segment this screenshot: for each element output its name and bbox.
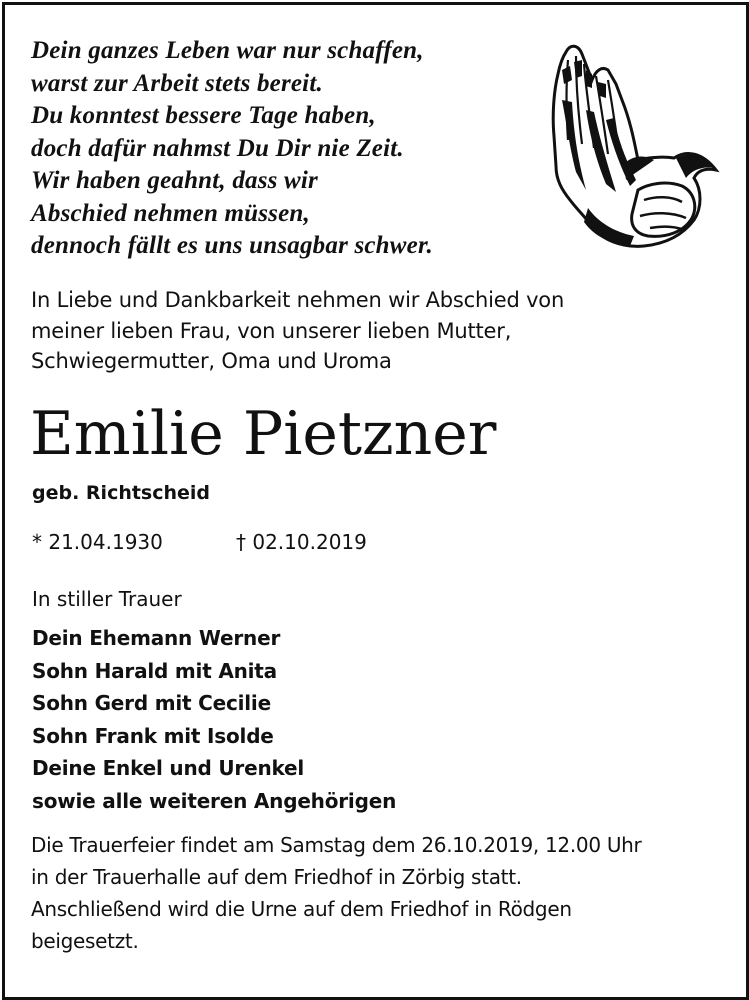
family-member: Sohn Gerd mit Cecilie (32, 691, 271, 715)
deceased-name: Emilie Pietzner (30, 399, 497, 469)
intro-text (31, 285, 711, 377)
family-list (32, 622, 396, 817)
service-line: in der Trauerhalle auf dem Friedhof in Zörbig statt. (31, 865, 522, 889)
birth-name: geb. Richtscheid (32, 482, 211, 504)
poem-line: Du konntest bessere Tage haben, (31, 102, 376, 129)
service-line: beigesetzt. (31, 929, 139, 953)
poem-line: Abschied nehmen müssen, (31, 199, 310, 227)
service-line: Anschließend wird die Urne auf dem Friedhof in Rödgen (31, 897, 572, 921)
poem-line: doch dafür nahmst Du Dir nie Zeit. (31, 134, 404, 162)
family-member: Deine Enkel und Urenkel (32, 756, 305, 780)
service-info (31, 829, 641, 957)
death-date: † 02.10.2019 (236, 530, 367, 554)
poem-line: dennoch fällt es uns unsagbar schwer. (31, 232, 433, 259)
birth-date: * 21.04.1930 (32, 530, 163, 554)
family-member: Sohn Frank mit Isolde (32, 723, 274, 748)
poem (31, 35, 433, 263)
praying-hands-icon (526, 40, 722, 250)
family-member: sowie alle weiteren Angehörigen (32, 788, 397, 813)
service-line: Die Trauerfeier findet am Samstag dem 26.10.2019, 12.00 Uhr (31, 833, 642, 857)
intro-line: meiner lieben Frau, von unserer lieben Mutter, (31, 318, 512, 343)
intro-line: In Liebe und Dankbarkeit nehmen wir Abschied von (31, 288, 565, 312)
family-member: Sohn Harald mit Anita (32, 658, 277, 683)
poem-line: Wir haben geahnt, dass wir (31, 167, 318, 194)
intro-line: Schwiegermutter, Oma und Uroma (31, 349, 392, 373)
family-member: Dein Ehemann Werner (32, 626, 281, 650)
poem-line: Dein ganzes Leben war nur schaffen, (31, 37, 424, 64)
mourning-label: In stiller Trauer (32, 587, 182, 611)
poem-line: warst zur Arbeit stets bereit. (31, 69, 323, 97)
